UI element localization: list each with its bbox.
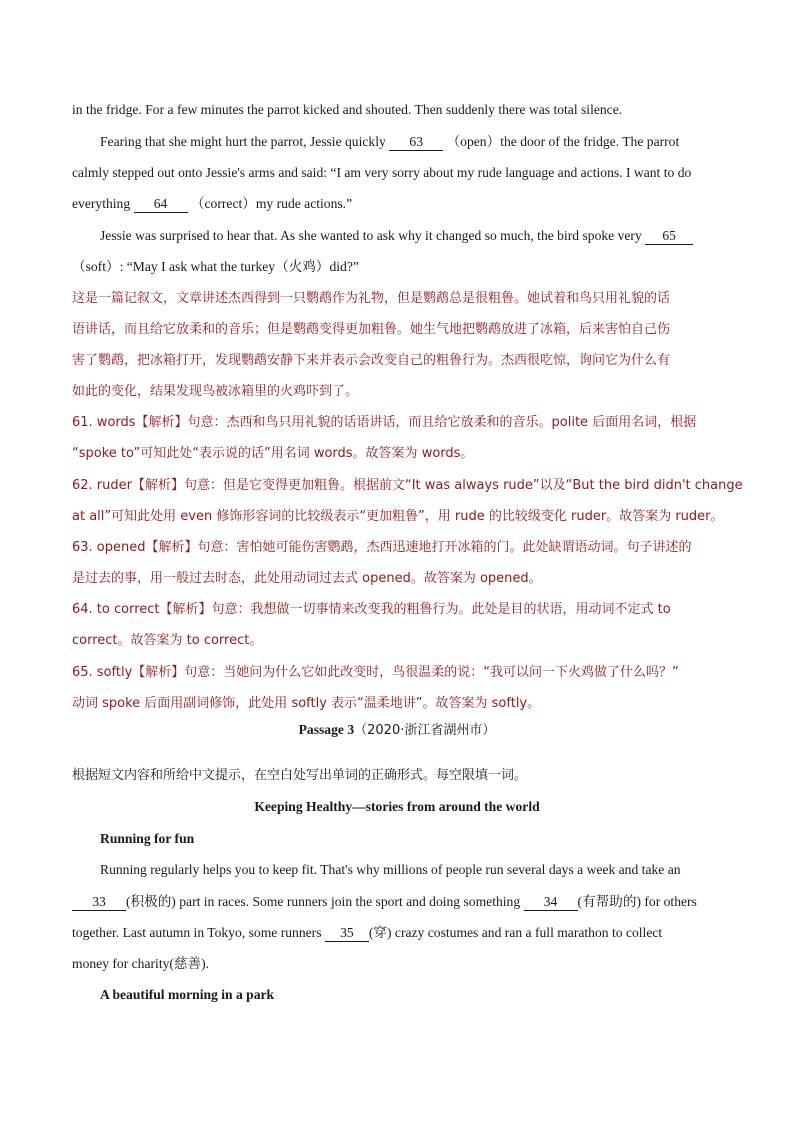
passage-text: Jessie was surprised to hear that. As she wanted to ask why it changed so much, the bird spoke very: [100, 228, 646, 243]
analysis-summary-line: 如此的变化，结果发现鸟被冰箱里的火鸡吓到了。: [72, 384, 359, 399]
blank-65: 65: [645, 228, 693, 245]
passage-heading-title: Passage 3: [298, 722, 355, 737]
answer-63: 63. opened【解析】句意：害怕她可能伤害鹦鹉，杰西迅速地打开冰箱的门。此处缺谓语动词。句子讲述的: [72, 540, 692, 555]
blank-64: 64: [134, 196, 188, 213]
answer-62-cont: at all”可知此处用 even 修饰形容词的比较级表示“更加粗鲁”，用 rude 的比较级变化 ruder。故答案为 ruder。: [72, 509, 724, 524]
passage-heading: [0, 720, 794, 741]
passage-text: calmly stepped out onto Jessie's arms and said: “I am very sorry about my rude language and actions. I want to do: [72, 165, 692, 180]
passage-title: Keeping Healthy—stories from around the world: [254, 799, 540, 814]
passage-line: [100, 226, 722, 246]
passage-line: money for charity(慈善).: [72, 956, 210, 971]
passage-line: Running regularly helps you to keep fit. That's why millions of people run several days a week and take an: [100, 862, 681, 877]
passage-line: [72, 163, 722, 183]
passage-heading-source: （2020·浙江省湖州市）: [354, 723, 496, 738]
passage-text: （correct）my rude actions.”: [187, 196, 353, 211]
blank-35: 35: [325, 925, 369, 942]
passage-text: (穿) crazy costumes and ran a full marathon to collect: [368, 925, 663, 940]
passage-text: in the fridge. For a few minutes the parrot kicked and shouted. Then suddenly there was total silence.: [72, 102, 623, 117]
passage-line: [72, 100, 722, 120]
answer-64: 64. to correct【解析】句意：我想做一切事情来改变我的粗鲁行为。此处是目的状语，用动词不定式 to: [72, 602, 671, 617]
passage-text: together. Last autumn in Tokyo, some runners: [72, 925, 325, 940]
answer-64-cont: correct。故答案为 to correct。: [72, 633, 263, 648]
analysis-summary-line: 这是一篇记叙文，文章讲述杰西得到一只鹦鹉作为礼物，但是鹦鹉总是很粗鲁。她试着和鸟只用礼貌的话: [72, 291, 671, 306]
blank-63: 63: [389, 134, 443, 151]
passage-line: [72, 194, 722, 214]
answer-65: 65. softly【解析】句意：当她问为什么它如此改变时，鸟很温柔的说：“我可以问一下火鸡做了什么吗？”: [72, 665, 679, 680]
passage-text: (积极的) part in races. Some runners join the sport and doing something: [126, 894, 524, 909]
subheading-park: A beautiful morning in a park: [100, 987, 275, 1002]
analysis-summary-line: 害了鹦鹉，把冰箱打开，发现鹦鹉安静下来并表示会改变自己的粗鲁行为。杰西很吃惊，询问它为什么有: [72, 353, 671, 368]
answer-61-cont: “spoke to”可知此处“表示说的话”用名词 words。故答案为 words。: [72, 446, 474, 461]
instruction: 根据短文内容和所给中文提示，在空白处写出单词的正确形式。每空限填一词。: [72, 768, 528, 783]
passage-line: [72, 257, 722, 277]
answer-65-cont: 动词 spoke 后面用副词修饰，此处用 softly 表示“温柔地讲”。故答案为 softly。: [72, 696, 541, 711]
subheading-running: Running for fun: [100, 831, 195, 846]
passage-line: [100, 132, 722, 152]
passage-line: [72, 892, 722, 912]
blank-33: 33: [72, 894, 126, 911]
passage-text: everything: [72, 196, 134, 211]
passage-text: Fearing that she might hurt the parrot, Jessie quickly: [100, 134, 390, 149]
blank-34: 34: [524, 894, 578, 911]
analysis-summary-line: 语讲话，而且给它放柔和的音乐；但是鹦鹉变得更加粗鲁。她生气地把鹦鹉放进了冰箱，后来害怕自己伤: [72, 322, 671, 337]
answer-62: 62. ruder【解析】句意：但是它变得更加粗鲁。根据前文“It was always rude”以及“But the bird didn't change: [72, 478, 743, 493]
passage-text: (有帮助的) for others: [577, 894, 697, 909]
answer-63-cont: 是过去的事，用一般过去时态，此处用动词过去式 opened。故答案为 opened。: [72, 571, 542, 586]
passage-text: （soft）: “May I ask what the turkey（火鸡）did?”: [72, 259, 359, 274]
passage-line: [72, 923, 722, 943]
passage-text: （open）the door of the fridge. The parrot: [443, 134, 680, 149]
answer-61: 61. words【解析】句意：杰西和鸟只用礼貌的话语讲话，而且给它放柔和的音乐。polite 后面用名词，根据: [72, 415, 697, 430]
